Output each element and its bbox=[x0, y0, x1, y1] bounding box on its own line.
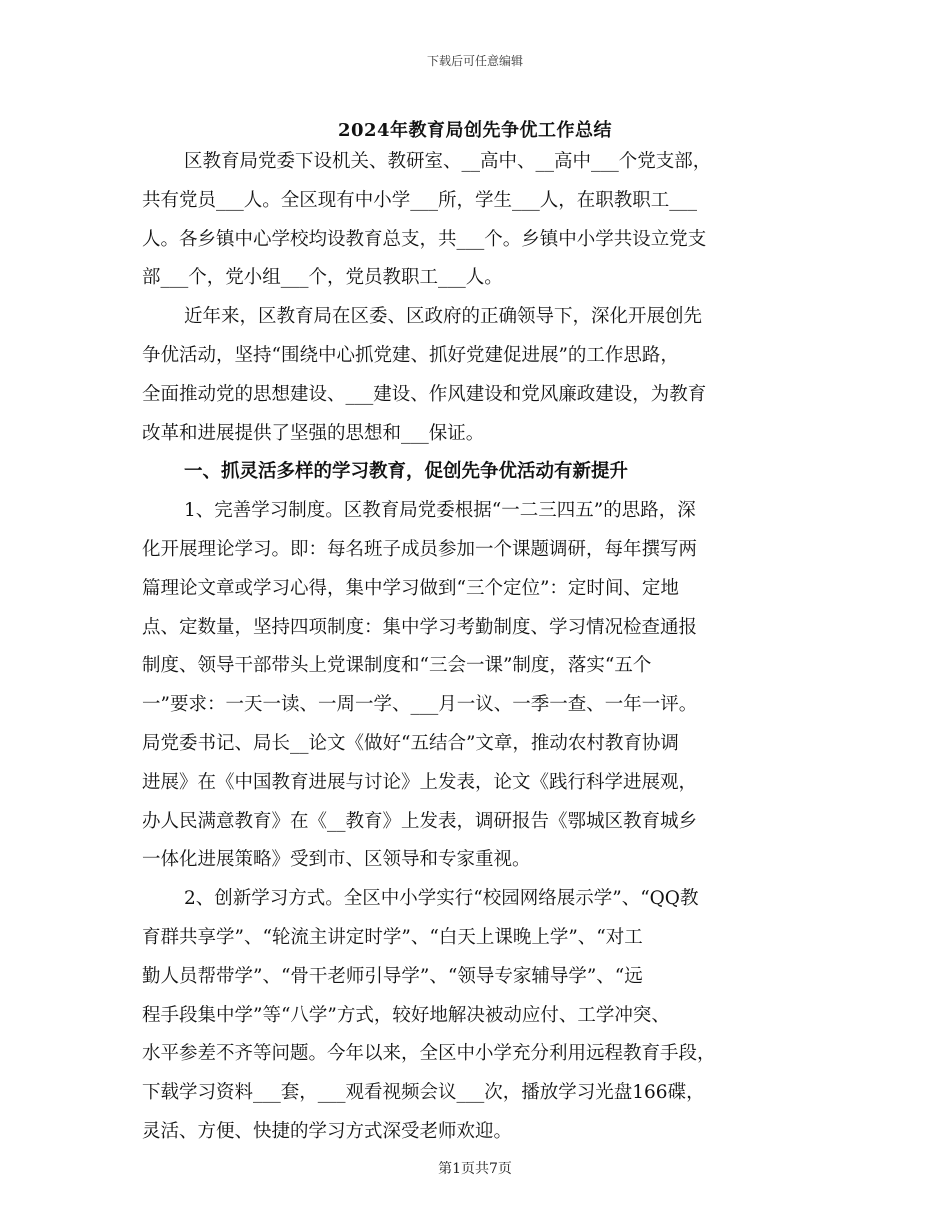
text-line: 进展》在《中国教育进展与讨论》上发表，论文《践行科学进展观， bbox=[142, 771, 698, 793]
text-line: 区教育局党委下设机关、教研室、__高中、__高中___个党支部， bbox=[184, 151, 712, 172]
text-line: 一、抓灵活多样的学习教育，促创先争优活动有新提升 bbox=[184, 461, 629, 483]
text-line: 篇理论文章或学习心得，集中学习做到“三个定位”：定时间、定地 bbox=[142, 577, 679, 599]
text-line: 下载学习资料___套，___观看视频会议___次，播放学习光盘166碟， bbox=[142, 1082, 705, 1104]
paragraph bbox=[142, 492, 812, 880]
paragraph bbox=[142, 880, 812, 1152]
text-line: 共有党员___人。全区现有中小学___所，学生___人，在职教职工___ bbox=[142, 189, 698, 211]
text-line: 一”要求：一天一读、一周一学、___月一议、一季一查、一年一评。 bbox=[142, 694, 698, 716]
header-note: 下载后可任意编辑 bbox=[426, 54, 523, 68]
text-line: 近年来，区教育局在区委、区政府的正确领导下，深化开展创先 bbox=[184, 306, 703, 328]
document-body bbox=[142, 143, 812, 1152]
text-line: 1、完善学习制度。区教育局党委根据“一二三四五”的思路，深 bbox=[184, 500, 696, 522]
paragraph bbox=[142, 298, 812, 453]
text-line: 灵活、方便、快捷的学习方式深受老师欢迎。 bbox=[142, 1120, 513, 1142]
text-line: 一体化进展策略》受到市、区领导和专家重视。 bbox=[142, 849, 531, 871]
paragraph bbox=[142, 143, 812, 298]
section-heading bbox=[142, 453, 812, 492]
text-line: 争优活动，坚持“围绕中心抓党建、抓好党建促进展”的工作思路， bbox=[142, 344, 679, 366]
text-line: 勤人员帮带学”、“骨干老师引导学”、“领导专家辅导学”、“远 bbox=[142, 965, 643, 987]
text-line: 点、定数量，坚持四项制度：集中学习考勤制度、学习情况检查通报 bbox=[142, 616, 698, 638]
text-line: 制度、领导干部带头上党课制度和“三会一课”制度，落实“五个 bbox=[142, 655, 652, 677]
text-line: 部___个，党小组___个，党员教职工___人。 bbox=[142, 267, 503, 289]
text-line: 化开展理论学习。即：每名班子成员参加一个课题调研，每年撰写两 bbox=[142, 538, 698, 560]
document-title: 2024年教育局创先争优工作总结 bbox=[337, 120, 613, 141]
text-line: 育群共享学”、“轮流主讲定时学”、“白天上课晚上学”、“对工 bbox=[142, 926, 643, 948]
text-line: 全面推动党的思想建设、___建设、作风建设和党风廉政建设，为教育 bbox=[142, 383, 707, 405]
text-line: 2、创新学习方式。全区中小学实行“校园网络展示学”、“QQ教 bbox=[184, 888, 699, 910]
text-line: 局党委书记、局长__论文《做好“五结合”文章，推动农村教育协调 bbox=[142, 732, 679, 754]
text-line: 水平参差不齐等问题。今年以来，全区中小学充分利用远程教育手段， bbox=[142, 1043, 716, 1065]
text-line: 程手段集中学”等“八学”方式，较好地解决被动应付、工学冲突、 bbox=[142, 1004, 670, 1026]
text-line: 改革和进展提供了坚强的思想和___保证。 bbox=[142, 422, 485, 444]
text-line: 人。各乡镇中心学校均设教育总支，共___个。乡镇中小学共设立党支 bbox=[142, 228, 707, 250]
page-footer: 第1页共7页 bbox=[438, 1161, 512, 1177]
text-line: 办人民满意教育》在《__教育》上发表，调研报告《鄂城区教育城乡 bbox=[142, 810, 698, 832]
